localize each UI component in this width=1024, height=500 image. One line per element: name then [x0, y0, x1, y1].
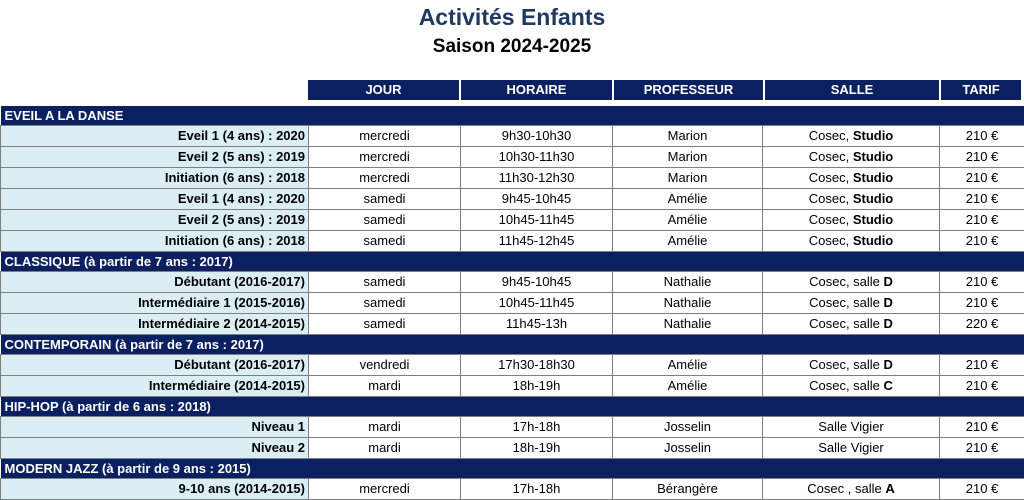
table-header — [308, 80, 1023, 100]
time-cell: 11h45-13h — [461, 314, 613, 335]
table-row — [1, 126, 1024, 147]
room-code: Studio — [853, 191, 893, 206]
day-cell: mercredi — [309, 126, 461, 147]
group-cell: Intermédiaire (2014-2015) — [1, 376, 309, 397]
group-cell: 9-10 ans (2014-2015) — [1, 479, 309, 500]
teacher-cell: Amélie — [613, 189, 763, 210]
table-row — [1, 376, 1024, 397]
room-cell — [763, 376, 940, 397]
room-prefix: Cosec, salle — [809, 316, 883, 331]
room-cell — [763, 479, 940, 500]
room-code: Studio — [853, 212, 893, 227]
day-cell: mardi — [309, 376, 461, 397]
room-prefix: Cosec, — [809, 128, 853, 143]
teacher-cell: Josselin — [613, 417, 763, 438]
teacher-cell: Marion — [613, 168, 763, 189]
time-cell: 9h30-10h30 — [461, 126, 613, 147]
group-cell: Initiation (6 ans) : 2018 — [1, 168, 309, 189]
table-row — [1, 479, 1024, 500]
table-row — [1, 168, 1024, 189]
price-cell: 210 € — [940, 210, 1024, 231]
room-code: D — [884, 316, 893, 331]
price-cell: 220 € — [940, 314, 1024, 335]
teacher-cell: Amélie — [613, 210, 763, 231]
schedule-table — [0, 106, 1024, 500]
room-prefix: Cosec, salle — [809, 295, 883, 310]
table-row — [1, 417, 1024, 438]
room-prefix: Cosec, — [809, 149, 853, 164]
room-prefix: Cosec, — [809, 170, 853, 185]
day-cell: samedi — [309, 231, 461, 252]
table-row — [1, 293, 1024, 314]
group-cell: Initiation (6 ans) : 2018 — [1, 231, 309, 252]
group-cell: Débutant (2016-2017) — [1, 272, 309, 293]
header-horaire: HORAIRE — [461, 80, 612, 100]
room-code: C — [884, 378, 893, 393]
room-code: Studio — [853, 128, 893, 143]
price-cell: 210 € — [940, 126, 1024, 147]
day-cell: mercredi — [309, 168, 461, 189]
table-row — [1, 231, 1024, 252]
time-cell: 17h-18h — [461, 417, 613, 438]
teacher-cell: Nathalie — [613, 314, 763, 335]
section-title: CLASSIQUE (à partir de 7 ans : 2017) — [1, 252, 1024, 272]
teacher-cell: Amélie — [613, 355, 763, 376]
table-row — [1, 272, 1024, 293]
header-tarif: TARIF — [941, 80, 1021, 100]
teacher-cell: Nathalie — [613, 293, 763, 314]
price-cell: 210 € — [940, 438, 1024, 459]
header-salle: SALLE — [765, 80, 939, 100]
group-cell: Eveil 1 (4 ans) : 2020 — [1, 126, 309, 147]
time-cell: 18h-19h — [461, 376, 613, 397]
time-cell: 17h30-18h30 — [461, 355, 613, 376]
teacher-cell: Amélie — [613, 376, 763, 397]
page-subtitle: Saison 2024-2025 — [0, 36, 1024, 58]
table-row — [1, 189, 1024, 210]
table-row — [1, 355, 1024, 376]
price-cell: 210 € — [940, 272, 1024, 293]
section-title: MODERN JAZZ (à partir de 9 ans : 2015) — [1, 459, 1024, 479]
day-cell: vendredi — [309, 355, 461, 376]
room-cell — [763, 314, 940, 335]
table-row — [1, 147, 1024, 168]
price-cell: 210 € — [940, 417, 1024, 438]
room-prefix: Cosec, — [809, 212, 853, 227]
price-cell: 210 € — [940, 479, 1024, 500]
room-cell — [763, 417, 940, 438]
price-cell: 210 € — [940, 293, 1024, 314]
section-title: CONTEMPORAIN (à partir de 7 ans : 2017) — [1, 335, 1024, 355]
time-cell: 10h45-11h45 — [461, 210, 613, 231]
header-professeur: PROFESSEUR — [614, 80, 763, 100]
room-cell — [763, 272, 940, 293]
room-cell — [763, 147, 940, 168]
room-code: D — [884, 357, 893, 372]
room-code: Studio — [853, 170, 893, 185]
teacher-cell: Amélie — [613, 231, 763, 252]
room-code: D — [884, 274, 893, 289]
section-header — [1, 459, 1024, 479]
room-prefix: Salle Vigier — [818, 419, 884, 434]
price-cell: 210 € — [940, 376, 1024, 397]
room-prefix: Cosec , salle — [807, 481, 885, 496]
room-code: A — [885, 481, 894, 496]
table-row — [1, 210, 1024, 231]
day-cell: samedi — [309, 272, 461, 293]
time-cell: 10h45-11h45 — [461, 293, 613, 314]
group-cell: Eveil 2 (5 ans) : 2019 — [1, 147, 309, 168]
day-cell: mercredi — [309, 147, 461, 168]
room-cell — [763, 438, 940, 459]
day-cell: mardi — [309, 417, 461, 438]
room-cell — [763, 355, 940, 376]
price-cell: 210 € — [940, 231, 1024, 252]
day-cell: samedi — [309, 189, 461, 210]
day-cell: samedi — [309, 314, 461, 335]
price-cell: 210 € — [940, 189, 1024, 210]
room-cell — [763, 168, 940, 189]
time-cell: 9h45-10h45 — [461, 272, 613, 293]
room-prefix: Cosec, — [809, 233, 853, 248]
price-cell: 210 € — [940, 147, 1024, 168]
room-prefix: Cosec, salle — [809, 274, 883, 289]
section-header — [1, 397, 1024, 417]
group-cell: Intermédiaire 1 (2015-2016) — [1, 293, 309, 314]
section-header — [1, 106, 1024, 126]
group-cell: Niveau 1 — [1, 417, 309, 438]
teacher-cell: Marion — [613, 126, 763, 147]
group-cell: Intermédiaire 2 (2014-2015) — [1, 314, 309, 335]
room-prefix: Salle Vigier — [818, 440, 884, 455]
group-cell: Niveau 2 — [1, 438, 309, 459]
day-cell: mercredi — [309, 479, 461, 500]
teacher-cell: Bérangère — [613, 479, 763, 500]
group-cell: Débutant (2016-2017) — [1, 355, 309, 376]
day-cell: samedi — [309, 293, 461, 314]
group-cell: Eveil 2 (5 ans) : 2019 — [1, 210, 309, 231]
room-prefix: Cosec, — [809, 191, 853, 206]
time-cell: 9h45-10h45 — [461, 189, 613, 210]
room-code: Studio — [853, 233, 893, 248]
price-cell: 210 € — [940, 355, 1024, 376]
room-cell — [763, 210, 940, 231]
room-code: Studio — [853, 149, 893, 164]
room-prefix: Cosec, salle — [809, 357, 883, 372]
room-prefix: Cosec, salle — [809, 378, 883, 393]
section-title: HIP-HOP (à partir de 6 ans : 2018) — [1, 397, 1024, 417]
page-title: Activités Enfants — [0, 4, 1024, 30]
teacher-cell: Marion — [613, 147, 763, 168]
room-cell — [763, 126, 940, 147]
table-row — [1, 314, 1024, 335]
header-jour: JOUR — [308, 80, 459, 100]
room-code: D — [884, 295, 893, 310]
price-cell: 210 € — [940, 168, 1024, 189]
day-cell: samedi — [309, 210, 461, 231]
teacher-cell: Josselin — [613, 438, 763, 459]
time-cell: 11h45-12h45 — [461, 231, 613, 252]
room-cell — [763, 293, 940, 314]
time-cell: 10h30-11h30 — [461, 147, 613, 168]
teacher-cell: Nathalie — [613, 272, 763, 293]
time-cell: 17h-18h — [461, 479, 613, 500]
section-title: EVEIL A LA DANSE — [1, 106, 1024, 126]
group-cell: Eveil 1 (4 ans) : 2020 — [1, 189, 309, 210]
table-row — [1, 438, 1024, 459]
section-header — [1, 252, 1024, 272]
room-cell — [763, 189, 940, 210]
room-cell — [763, 231, 940, 252]
day-cell: mardi — [309, 438, 461, 459]
section-header — [1, 335, 1024, 355]
time-cell: 11h30-12h30 — [461, 168, 613, 189]
time-cell: 18h-19h — [461, 438, 613, 459]
